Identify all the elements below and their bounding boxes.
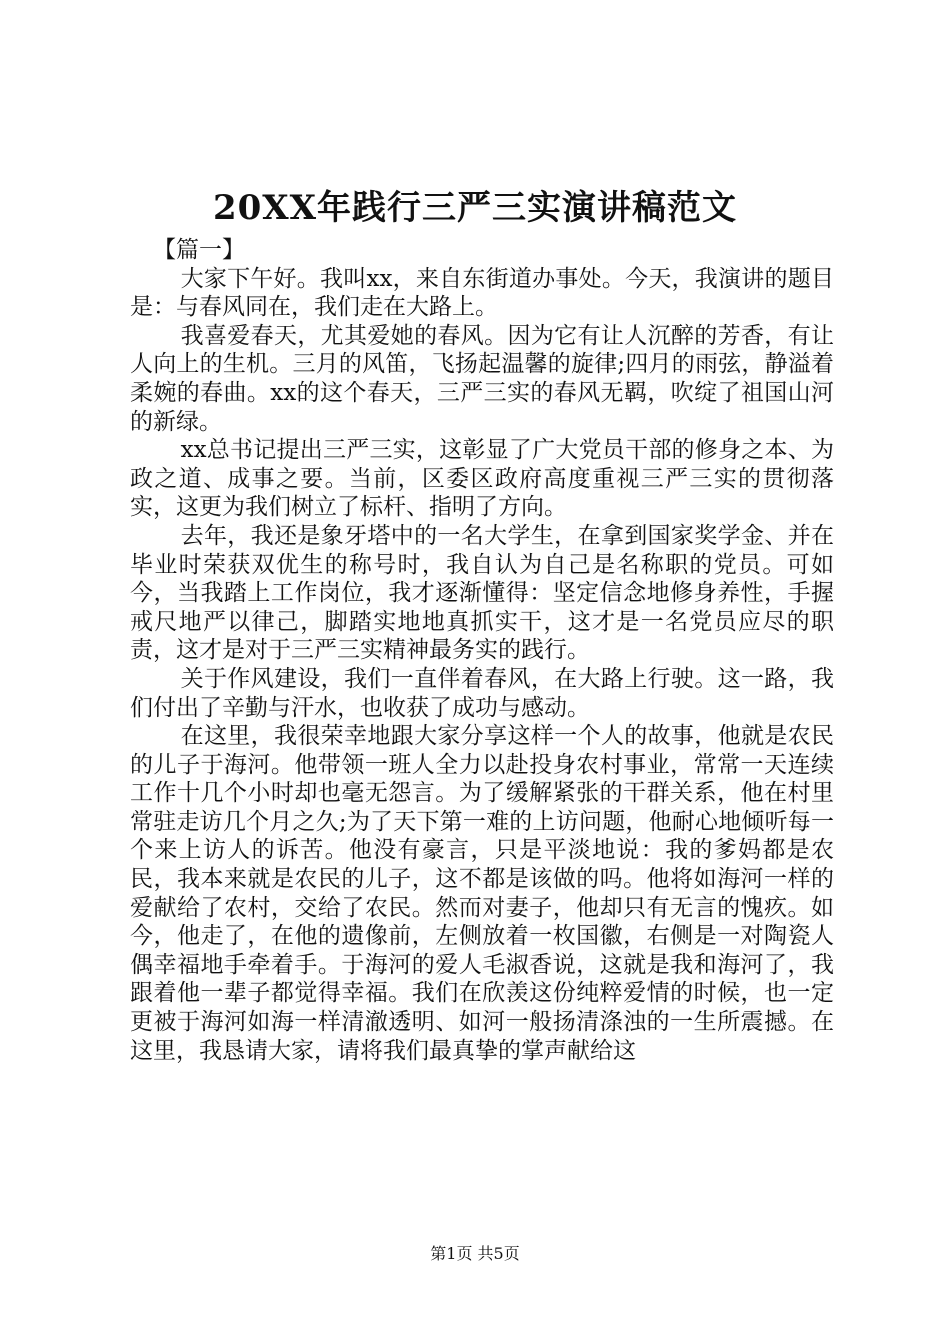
document-title: 20XX年践行三严三实演讲稿范文: [212, 188, 738, 228]
paragraph: 大家下午好。我叫xx，来自东街道办事处。今天，我演讲的题目是：与春风同在，我们走在大路上。: [130, 265, 834, 321]
section-heading: 【篇一】: [153, 237, 245, 263]
paragraph: 关于作风建设，我们一直伴着春风，在大路上行驶。这一路，我们付出了辛勤与汗水，也收获了成功与感动。: [130, 665, 834, 721]
paragraph: 在这里，我很荣幸地跟大家分享这样一个人的故事，他就是农民的儿子于海河。他带领一班人全力以赴投身农村事业，常常一天连续工作十几个小时却也毫无怨言。为了缓解紧张的干群关系，他在村里常驻走访几个月之久;为了天下第一难的上访问题，他耐心地倾听每一个来上访人的诉苦。他没有豪言，只是平淡地说：我的爹妈都是农民，我本来就是农民的儿子，这不都是该做的吗。他将如海河一样的爱献给了农村，交给了农民。然而对妻子，他却只有无言的愧疚。如今，他走了，在他的遗像前，左侧放着一枚国徽，右侧是一对陶瓷人偶幸福地手牵着手。于海河的爱人毛淑香说，这就是我和海河了，我跟着他一辈子都觉得幸福。我们在欣羡这份纯粹爱情的时候，也一定更被于海河如海一样清澈透明、如河一般扬清涤浊的一生所震撼。在这里，我恳请大家，请将我们最真挚的掌声献给这: [130, 723, 834, 1064]
paragraph: xx总书记提出三严三实，这彰显了广大党员干部的修身之本、为政之道、成事之要。当前，区委区政府高度重视三严三实的贯彻落实，这更为我们树立了标杆、指明了方向。: [130, 437, 834, 521]
paragraph: 我喜爱春天，尤其爱她的春风。因为它有让人沉醉的芳香，有让人向上的生机。三月的风笛，飞扬起温馨的旋律;四月的雨弦，静溢着柔婉的春曲。xx的这个春天，三严三实的春风无羁，吹绽了祖国山河的新绿。: [130, 322, 834, 435]
paragraph: 去年，我还是象牙塔中的一名大学生，在拿到国家奖学金、并在毕业时荣获双优生的称号时，我自认为自己是名称职的党员。可如今，当我踏上工作岗位，我才逐渐懂得：坚定信念地修身养性，手握戒尺地严以律己，脚踏实地地真抓实干，这才是一名党员应尽的职责，这才是对于三严三实精神最务实的践行。: [130, 522, 834, 664]
page-footer: 第1页 共5页: [430, 1244, 520, 1263]
document-body: [130, 236, 834, 1065]
